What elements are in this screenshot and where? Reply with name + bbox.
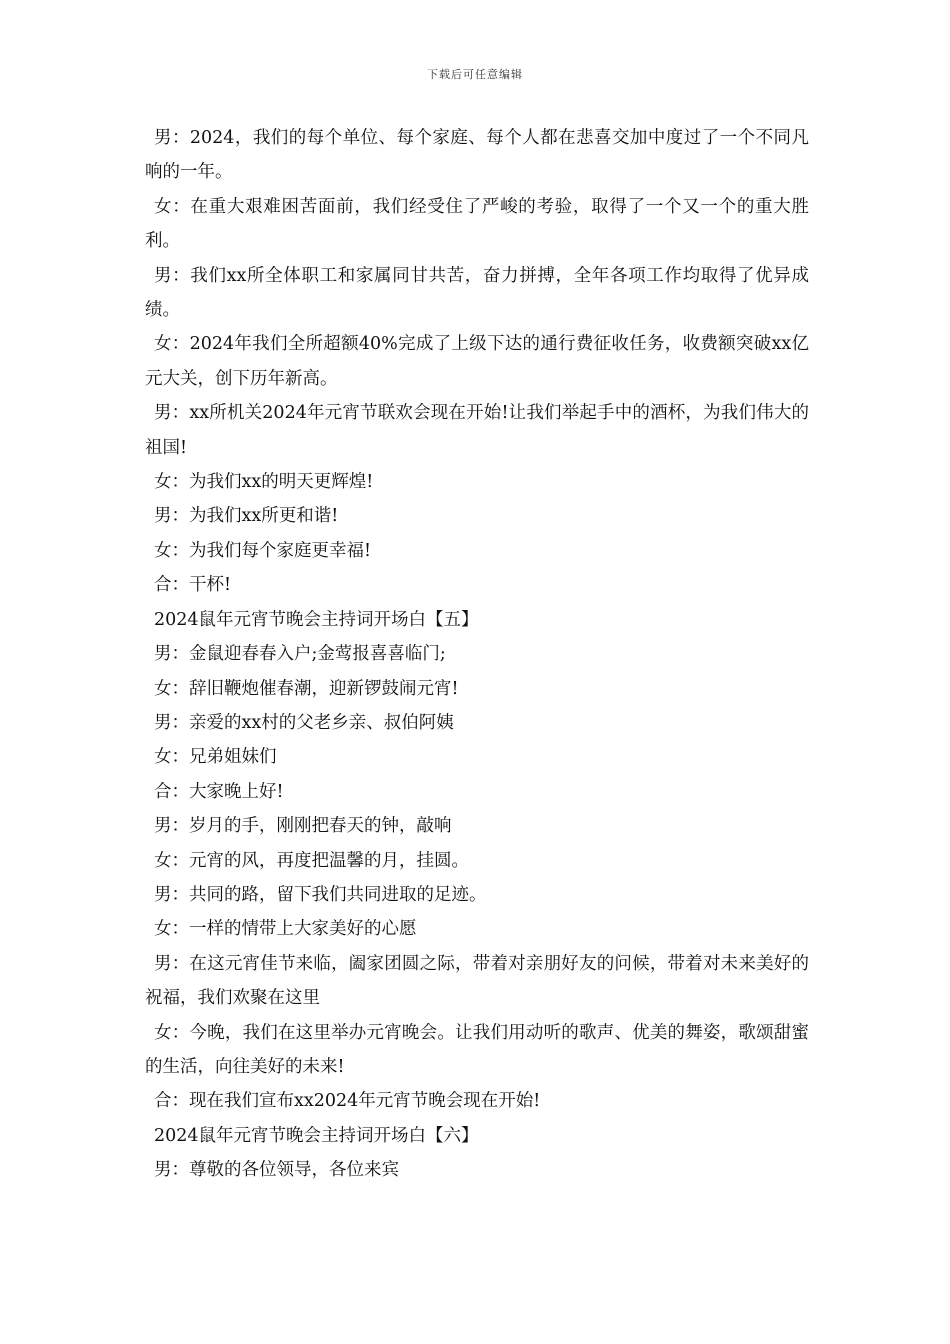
paragraph: 合：大家晚上好! — [154, 781, 284, 802]
paragraph: 女：2024年我们全所超额40%完成了上级下达的通行费征收任务，收费额突破xx亿元大关，创下历年新高。 — [145, 334, 809, 389]
section-heading: 2024鼠年元宵节晚会主持词开场白【五】 — [154, 609, 479, 630]
paragraph: 合：干杯! — [154, 575, 232, 596]
paragraph: 男：金鼠迎春春入户;金莺报喜喜临门; — [154, 644, 446, 665]
paragraph: 女：一样的情带上大家美好的心愿 — [154, 919, 417, 940]
paragraph: 女：今晚，我们在这里举办元宵晚会。让我们用动听的歌声、优美的舞姿，歌颂甜蜜的生活，向往美好的未来! — [145, 1022, 809, 1077]
paragraph: 女：为我们xx的明天更辉煌! — [154, 472, 374, 493]
paragraph: 男：为我们xx所更和谐! — [154, 506, 339, 527]
paragraph: 女：为我们每个家庭更幸福! — [154, 540, 372, 561]
paragraph: 男：我们xx所全体职工和家属同甘共苦，奋力拼搏，全年各项工作均取得了优异成绩。 — [145, 265, 809, 321]
paragraph: 男：在这元宵佳节来临，阖家团圆之际，带着对亲朋好友的问候，带着对未来美好的祝福，我们欢聚在这里 — [145, 953, 809, 1009]
paragraph: 男：尊敬的各位领导，各位来宾 — [154, 1160, 399, 1181]
paragraph: 男：xx所机关2024年元宵节联欢会现在开始!让我们举起手中的酒杯，为我们伟大的祖国! — [145, 403, 809, 458]
paragraph: 男：共同的路，留下我们共同进取的足迹。 — [154, 884, 487, 905]
section-heading: 2024鼠年元宵节晚会主持词开场白【六】 — [154, 1125, 479, 1146]
paragraph: 女：元宵的风，再度把温馨的月，挂圆。 — [154, 850, 469, 871]
paragraph: 男：亲爱的xx村的父老乡亲、叔伯阿姨 — [154, 712, 454, 733]
document-body — [145, 121, 809, 1188]
header-note: 下载后可任意编辑 — [427, 68, 523, 81]
paragraph: 男：2024，我们的每个单位、每个家庭、每个人都在悲喜交加中度过了一个不同凡响的一年。 — [145, 128, 809, 183]
paragraph: 女：在重大艰难困苦面前，我们经受住了严峻的考验，取得了一个又一个的重大胜利。 — [145, 196, 809, 252]
paragraph: 女：兄弟姐妹们 — [154, 747, 277, 768]
paragraph: 男：岁月的手，刚刚把春天的钟，敲响 — [154, 816, 452, 837]
paragraph: 合：现在我们宣布xx2024年元宵节晚会现在开始! — [154, 1091, 541, 1112]
paragraph: 女：辞旧鞭炮催春潮，迎新锣鼓闹元宵! — [154, 678, 459, 699]
